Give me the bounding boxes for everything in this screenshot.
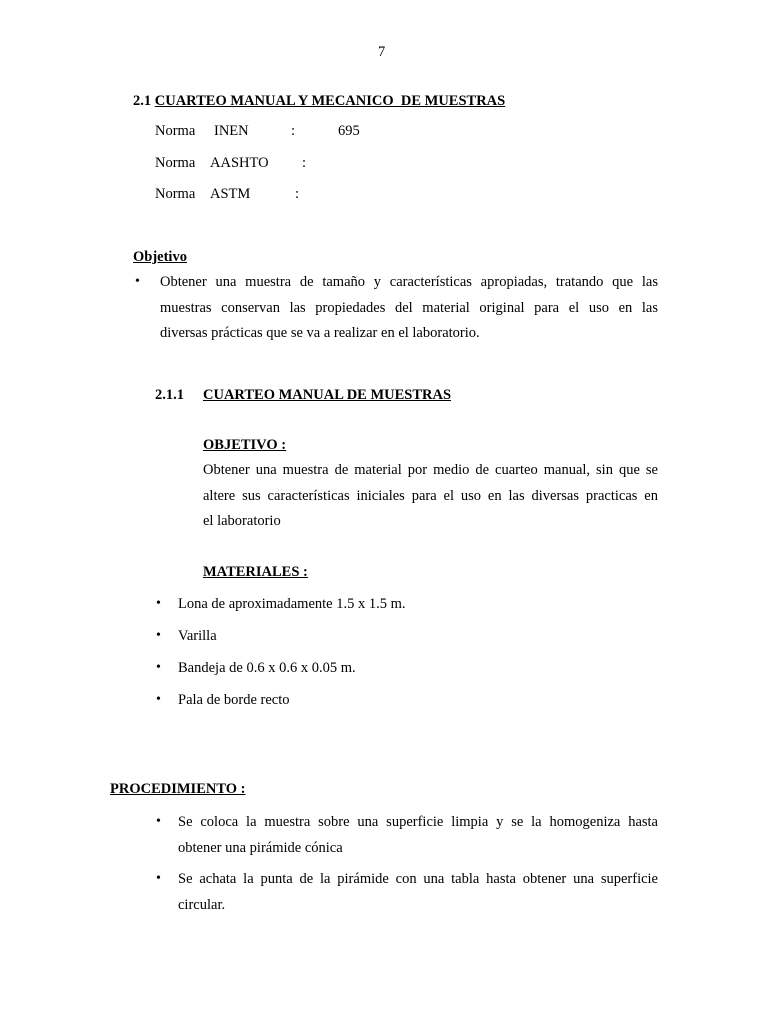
procedimiento-line: obtener una pirámide cónica [178, 840, 343, 856]
material-item: Pala de borde recto [178, 692, 290, 708]
procedimiento-heading: PROCEDIMIENTO : [110, 781, 246, 797]
subsection-title: CUARTEO MANUAL DE MUESTRAS [203, 387, 452, 403]
procedimiento-line: circular. [178, 897, 226, 913]
objetivo-line: diversas prácticas que se va a realizar en el laboratorio. [160, 325, 480, 341]
material-item: Varilla [178, 628, 217, 644]
norm-row [155, 155, 195, 172]
bullet-icon: • [156, 660, 161, 675]
material-item: Bandeja de 0.6 x 0.6 x 0.05 m. [178, 660, 356, 676]
norm-name: INEN [214, 123, 249, 139]
objetivo-line: muestras conservan las propiedades del material original para el uso en las [160, 300, 658, 316]
bullet-icon: • [156, 596, 161, 611]
materiales-heading: MATERIALES : [203, 564, 308, 580]
norm-separator: : [302, 155, 307, 171]
procedimiento-line: Se coloca la muestra sobre una superficie limpia y se la homogeniza hasta [178, 814, 658, 830]
norm-label: Norma [155, 155, 196, 171]
norm-row [155, 123, 195, 140]
bullet-icon: • [156, 692, 161, 707]
bullet-icon: • [156, 871, 161, 886]
norm-label: Norma [155, 186, 196, 202]
norm-label: Norma [155, 123, 196, 139]
norm-separator: : [291, 123, 296, 139]
section-heading [133, 93, 505, 110]
bullet-icon: • [156, 814, 161, 829]
sub-objetivo-line: el laboratorio [203, 513, 281, 529]
material-item: Lona de aproximadamente 1.5 x 1.5 m. [178, 596, 406, 612]
subsection-number: 2.1.1 [155, 387, 184, 403]
bullet-icon: • [156, 628, 161, 643]
page-number: 7 [378, 44, 386, 60]
bullet-icon: • [135, 274, 140, 289]
norm-value: 695 [338, 123, 360, 139]
objetivo-heading: Objetivo [133, 249, 187, 265]
procedimiento-line: Se achata la punta de la pirámide con una tabla hasta obtener una superficie [178, 871, 658, 887]
section-number: 2.1 [133, 93, 152, 109]
norm-name: ASTM [210, 186, 251, 202]
section-title: CUARTEO MANUAL Y MECANICO DE MUESTRAS [154, 93, 506, 109]
norm-row [155, 186, 195, 203]
norm-name: AASHTO [210, 155, 269, 171]
sub-objetivo-line: altere sus características iniciales para el uso en las diversas practicas en [203, 488, 658, 504]
sub-objetivo-line: Obtener una muestra de material por medio de cuarteo manual, sin que se [203, 462, 658, 478]
norm-separator: : [295, 186, 300, 202]
objetivo-line: Obtener una muestra de tamaño y características apropiadas, tratando que las [160, 274, 658, 290]
sub-objetivo-heading: OBJETIVO : [203, 437, 287, 453]
